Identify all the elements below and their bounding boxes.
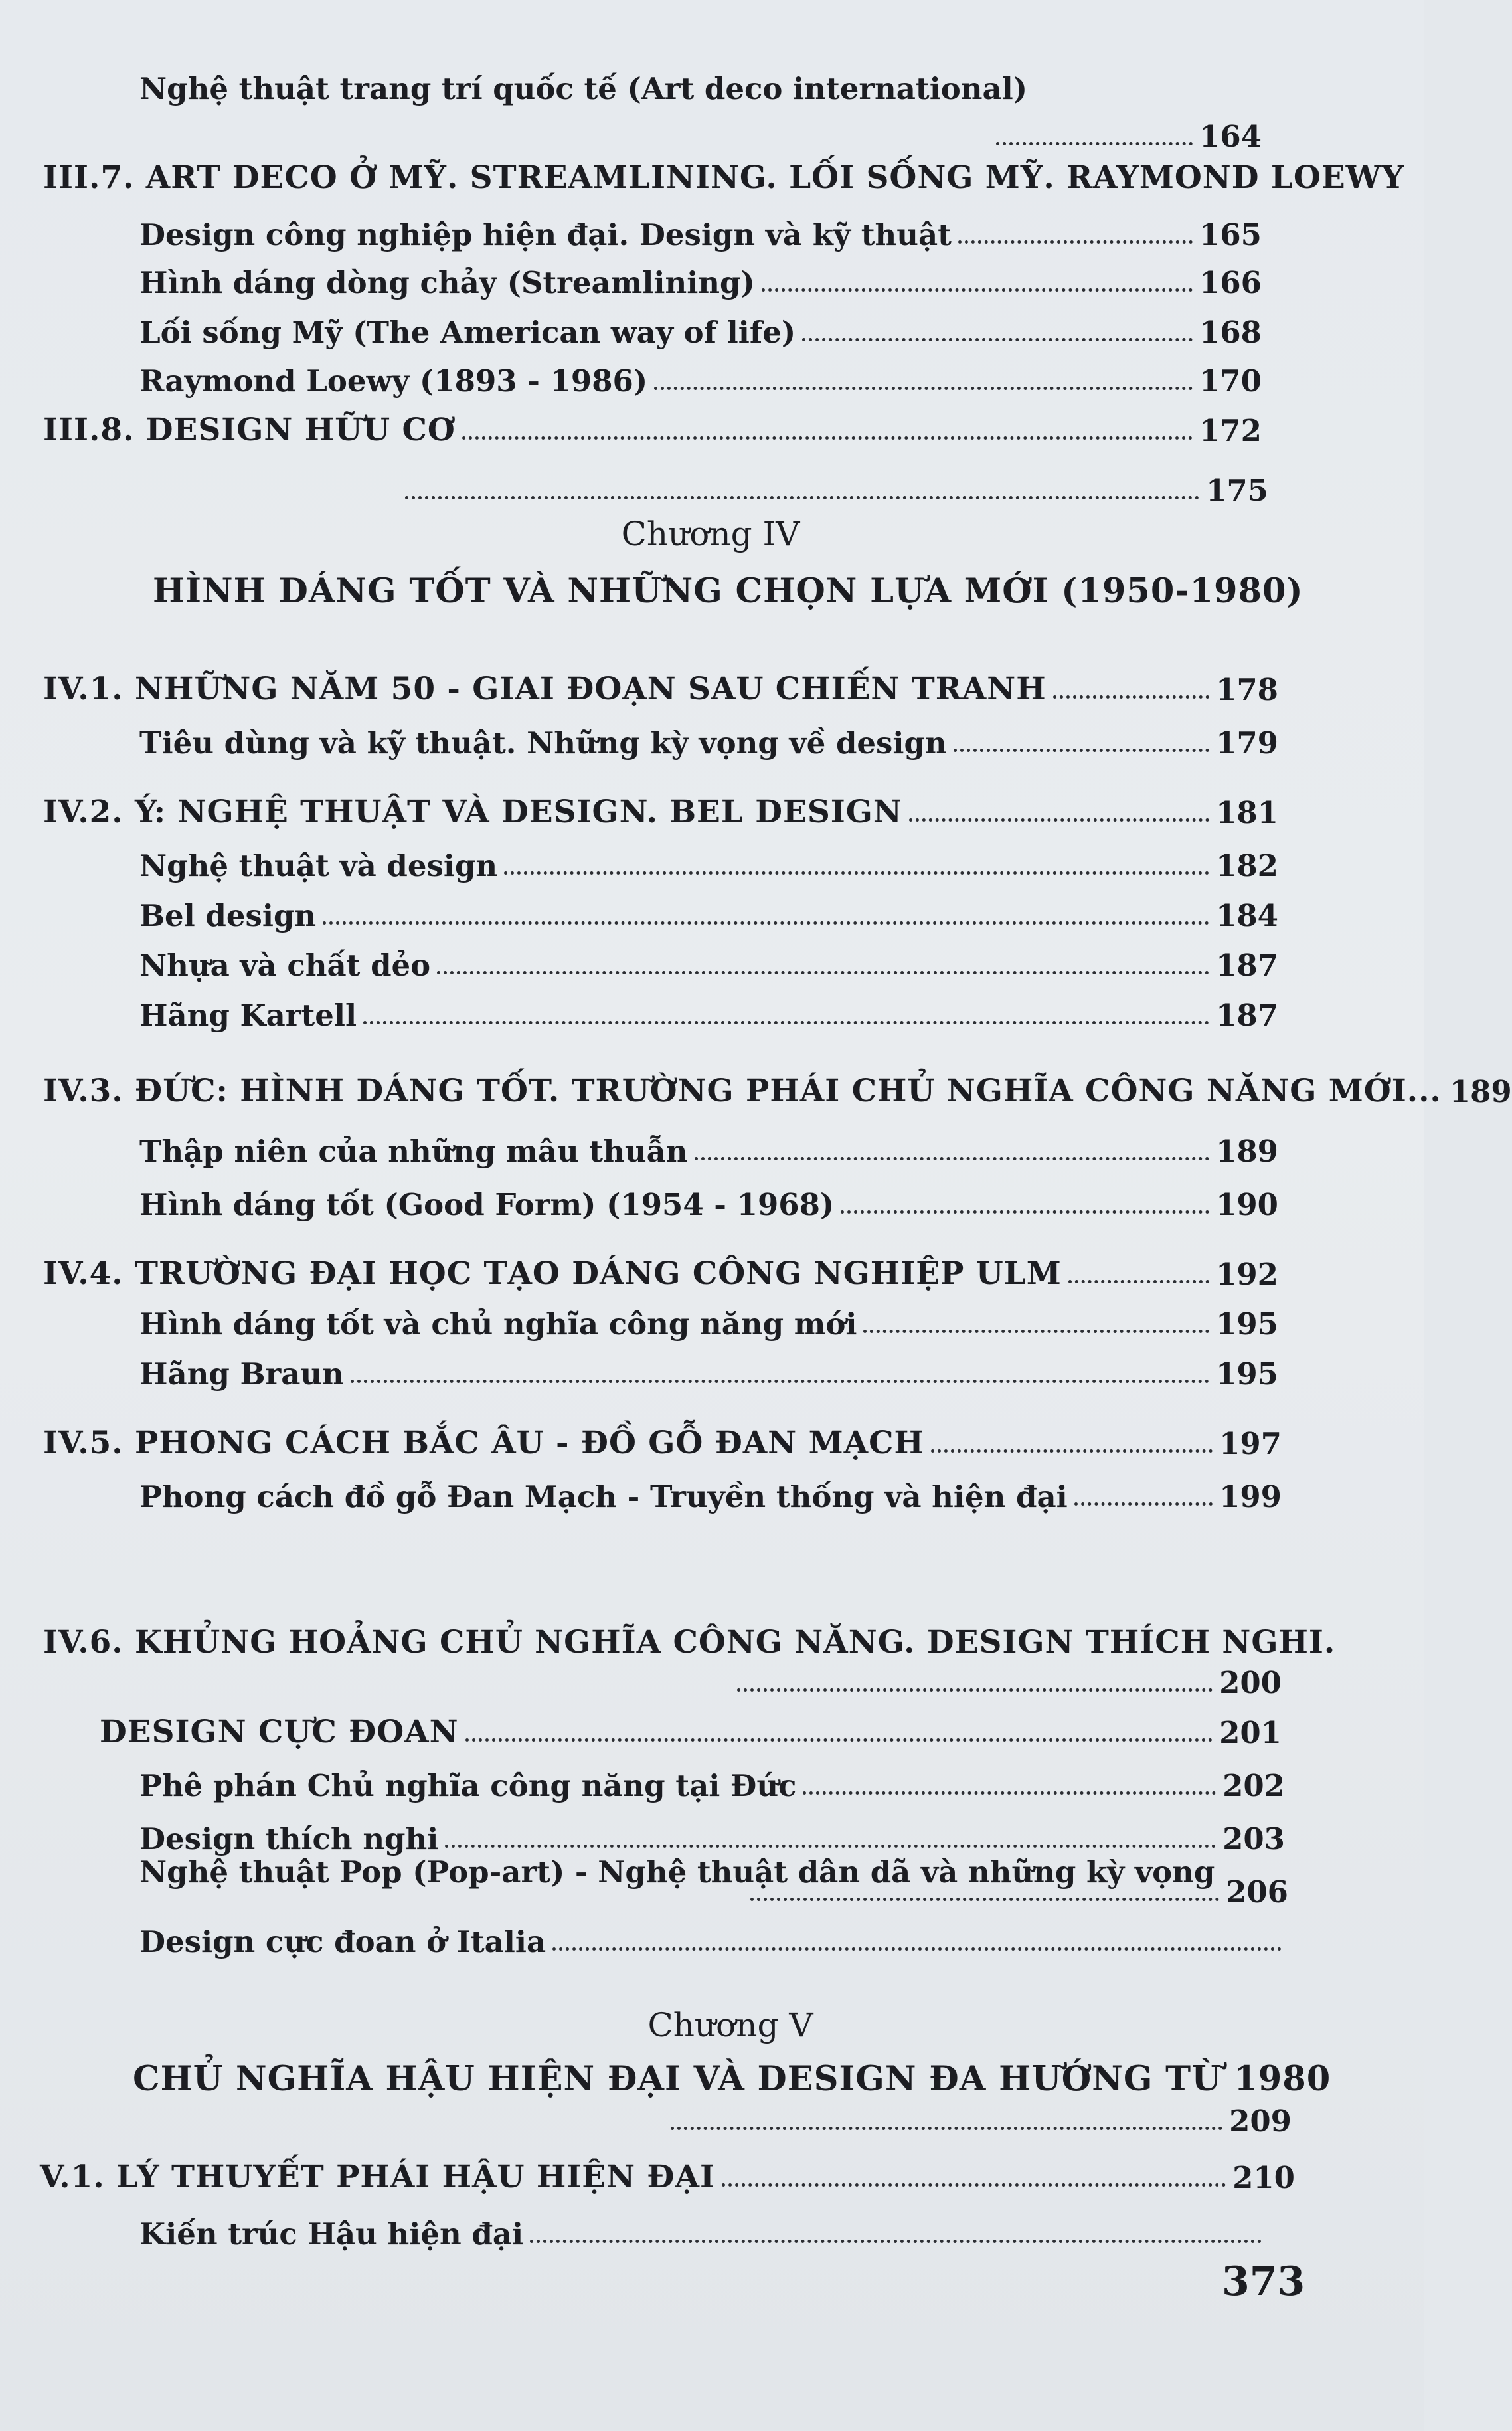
- toc-entry-title: Raymond Loewy (1893 - 1986): [139, 363, 648, 399]
- toc-entry: [139, 980, 1278, 1033]
- toc-section-title: IV.5. PHONG CÁCH BẮC ÂU - ĐỒ GỖ ĐAN MẠCH: [43, 1424, 924, 1461]
- toc-entry-title: Phong cách đồ gỗ Đan Mạch - Truyền thống và hiện đại: [139, 1479, 1068, 1515]
- toc-leader-dots: [654, 387, 1193, 390]
- toc-leader-dots: [909, 818, 1209, 822]
- toc-leader-dots: [462, 436, 1193, 440]
- toc-entry: [139, 880, 1278, 933]
- toc-section: [40, 2142, 1295, 2195]
- page-number: 373: [1222, 2258, 1305, 2305]
- toc-leader-dots: [931, 1449, 1213, 1453]
- toc-page-number: 166: [1199, 265, 1262, 301]
- toc-leader-dots: [405, 496, 1199, 499]
- toc-entry: [139, 1289, 1278, 1342]
- toc-page-number: 192: [1216, 1257, 1278, 1293]
- toc-page-number: 203: [1222, 1821, 1285, 1857]
- toc-leader-dots: [552, 1947, 1282, 1951]
- toc-page-number: 184: [1216, 898, 1278, 934]
- toc-entry: [139, 199, 1262, 252]
- toc-entry-title: Hãng Braun: [139, 1356, 344, 1392]
- toc-entry: [744, 1856, 1288, 1910]
- toc-page-number: 206: [1226, 1874, 1288, 1910]
- toc-leader-dots: [841, 1210, 1209, 1214]
- toc-leader-dots: [1074, 1502, 1213, 1506]
- toc-leader-dots: [750, 1898, 1219, 1901]
- toc-section: [43, 1408, 1282, 1461]
- toc-section-title: IV.2. Ý: NGHỆ THUẬT VÀ DESIGN. BEL DESIGN: [43, 793, 902, 830]
- toc-section: [100, 1697, 1282, 1750]
- toc-entry: [139, 247, 1262, 300]
- toc-page-number: 182: [1216, 848, 1278, 884]
- toc-page-number: 187: [1216, 998, 1278, 1034]
- toc-leader-dots: [863, 1330, 1209, 1333]
- toc-section: [43, 395, 1262, 448]
- toc-leader-dots: [722, 2183, 1226, 2187]
- toc-leader-dots: [530, 2240, 1262, 2243]
- toc-leader-dots: [363, 1021, 1209, 1024]
- toc-entry-title: Lối sống Mỹ (The American way of life): [139, 315, 796, 351]
- toc-entry-title: Hãng Kartell: [139, 998, 357, 1034]
- toc-entry: [398, 455, 1268, 508]
- toc-entry-title: Hình dáng tốt (Good Form) (1954 - 1968): [139, 1187, 835, 1223]
- toc-page-number: 179: [1216, 725, 1278, 761]
- toc-page-number: 172: [1199, 413, 1262, 449]
- toc-entry: [139, 53, 1235, 106]
- toc-leader-dots: [762, 288, 1193, 292]
- chapter-title: HÌNH DÁNG TỐT VÀ NHỮNG CHỌN LỰA MỚI (1950-1980): [153, 571, 1303, 611]
- toc-entry: [730, 1647, 1282, 1700]
- toc-section-title: DESIGN CỰC ĐOAN: [100, 1713, 459, 1750]
- toc-entry: [139, 1169, 1278, 1222]
- toc-entry: [139, 707, 1278, 761]
- toc-entry-title: Nghệ thuật trang trí quốc tế (Art deco international): [139, 71, 1028, 107]
- toc-leader-dots: [695, 1157, 1210, 1160]
- toc-page-number: 168: [1199, 315, 1262, 351]
- toc-page-number: 195: [1216, 1356, 1278, 1392]
- toc-leader-dots: [671, 2127, 1222, 2130]
- toc-entry-title: Design thích nghi: [139, 1821, 439, 1857]
- toc-page-number: 175: [1206, 473, 1268, 509]
- toc-entry-title: Hình dáng dòng chảy (Streamlining): [139, 265, 755, 301]
- toc-section-title: V.1. LÝ THUYẾT PHÁI HẬU HIỆN ĐẠI: [40, 2158, 715, 2195]
- toc-entry-title: Design công nghiệp hiện đại. Design và kỹ thuật: [139, 217, 952, 253]
- toc-entry-title: Kiến trúc Hậu hiện đại: [139, 2216, 524, 2252]
- toc-leader-dots: [465, 1738, 1213, 1742]
- toc-entry: [139, 1750, 1285, 1803]
- toc-page-number: 200: [1219, 1665, 1282, 1701]
- toc-section: [43, 1056, 1512, 1110]
- chapter-label: Chương V: [647, 2006, 813, 2044]
- toc-leader-dots: [323, 921, 1209, 925]
- toc-page-number: 199: [1219, 1479, 1282, 1515]
- toc-entry-title: Nghệ thuật Pop (Pop-art) - Nghệ thuật dân dã và những kỳ vọng: [139, 1854, 1215, 1890]
- toc-section-title: IV.1. NHỮNG NĂM 50 - GIAI ĐOẠN SAU CHIẾN TRANH: [43, 670, 1047, 707]
- toc-section: [43, 777, 1278, 830]
- toc-page-number: 197: [1219, 1426, 1282, 1462]
- toc-section: [43, 654, 1278, 707]
- toc-leader-dots: [958, 240, 1193, 244]
- toc-page-number: 187: [1216, 948, 1278, 984]
- toc-section-title: IV.4. TRƯỜNG ĐẠI HỌC TẠO DÁNG CÔNG NGHIỆP ULM: [43, 1255, 1062, 1292]
- chapter-label: Chương IV: [621, 515, 800, 553]
- toc-entry: [139, 1338, 1278, 1392]
- toc-page-number: 195: [1216, 1306, 1278, 1342]
- toc-entry: [664, 2086, 1292, 2139]
- toc-page-number: 178: [1216, 672, 1278, 708]
- toc-entry: [139, 1461, 1282, 1514]
- toc-entry-title: Nghệ thuật và design: [139, 848, 498, 884]
- toc-entry: [139, 345, 1262, 399]
- toc-section-title: IV.3. ĐỨC: HÌNH DÁNG TỐT. TRƯỜNG PHÁI CHỦ NGHĨA CÔNG NĂNG MỚI...: [43, 1072, 1442, 1109]
- toc-section: [43, 143, 1405, 196]
- toc-entry-title: Thập niên của những mâu thuẫn: [139, 1134, 688, 1170]
- toc-page-number: 210: [1232, 2160, 1295, 2196]
- toc-leader-dots: [1053, 695, 1209, 699]
- toc-leader-dots: [351, 1380, 1209, 1383]
- toc-entry: [139, 830, 1278, 883]
- toc-page-number: 189: [1216, 1134, 1278, 1170]
- toc-entry: [139, 2199, 1268, 2252]
- toc-leader-dots: [504, 871, 1209, 875]
- toc-leader-dots: [803, 1791, 1216, 1795]
- toc-section-title: IV.6. KHỦNG HOẢNG CHỦ NGHĨA CÔNG NĂNG. DESIGN THÍCH NGHI.: [43, 1623, 1336, 1661]
- toc-entry: [139, 1906, 1288, 1959]
- toc-section-title: III.8. DESIGN HỮU CƠ: [43, 411, 456, 448]
- toc-entry-title: Tiêu dùng và kỹ thuật. Những kỳ vọng về design: [139, 725, 947, 761]
- toc-entry: [139, 1116, 1278, 1169]
- toc-page-number: 170: [1199, 363, 1262, 399]
- toc-leader-dots: [802, 338, 1193, 341]
- toc-page-number: 201: [1219, 1715, 1282, 1751]
- toc-entry-title: Bel design: [139, 898, 317, 934]
- toc-page-number: 181: [1216, 795, 1278, 831]
- toc-page-number: 165: [1199, 217, 1262, 253]
- toc-page-number: 190: [1216, 1187, 1278, 1223]
- toc-entry-title: Nhựa và chất dẻo: [139, 948, 431, 984]
- toc-page-number: 189: [1449, 1074, 1512, 1110]
- toc-page-number: 209: [1229, 2104, 1292, 2139]
- toc-entry-title: Phê phán Chủ nghĩa công năng tại Đức: [139, 1768, 797, 1804]
- toc-leader-dots: [737, 1688, 1213, 1692]
- toc-leader-dots: [437, 971, 1209, 974]
- toc-leader-dots: [954, 749, 1209, 752]
- toc-leader-dots: [1068, 1280, 1209, 1283]
- toc-entry-title: Hình dáng tốt và chủ nghĩa công năng mới: [139, 1306, 857, 1342]
- chapter-title: CHỦ NGHĨA HẬU HIỆN ĐẠI VÀ DESIGN ĐA HƯỚNG TỪ 1980: [133, 2059, 1331, 2099]
- toc-section-title: III.7. ART DECO Ở MỸ. STREAMLINING. LỐI SỐNG MỸ. RAYMOND LOEWY: [43, 159, 1405, 196]
- toc-entry: [139, 297, 1262, 350]
- toc-page-number: 164: [1199, 119, 1262, 155]
- toc-entry-title: Design cực đoan ở Italia: [139, 1924, 546, 1960]
- toc-entry: [139, 930, 1278, 983]
- toc-page-number: 202: [1222, 1768, 1285, 1804]
- toc-section: [43, 1239, 1278, 1292]
